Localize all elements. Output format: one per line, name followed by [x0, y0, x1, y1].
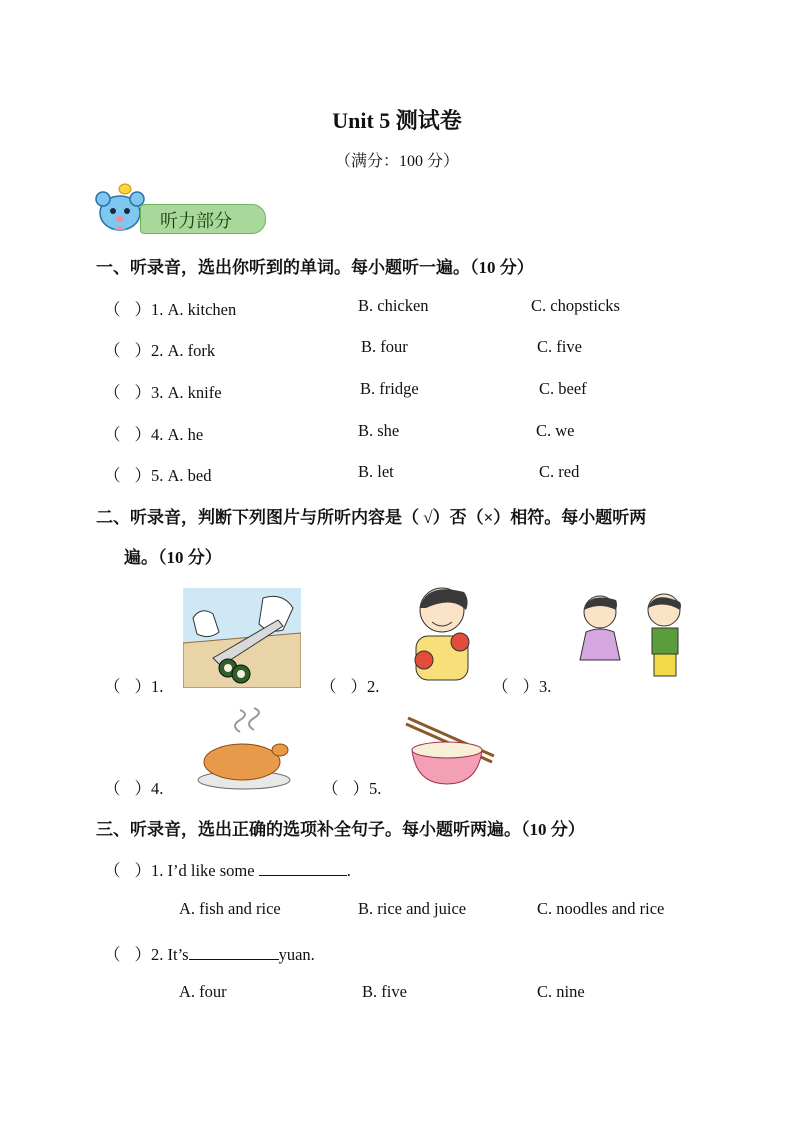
s1-option-a[interactable]: 5. A. bed — [151, 466, 212, 485]
s1-option-b[interactable]: B. let — [358, 462, 394, 481]
s2-label-2: 2. — [367, 677, 380, 696]
s1-question-5[interactable]: （ ）5. A. bed — [104, 466, 212, 485]
s3-q1-option-a[interactable]: A. fish and rice — [179, 899, 281, 918]
boy-with-apples-picture — [402, 580, 482, 690]
section2-heading-line1: 二、听录音，判断下列图片与所听内容是（ √）否（×）相符。每小题听两 — [96, 508, 647, 527]
s1-question-2[interactable]: （ ）2. A. fork — [104, 341, 216, 360]
s1-option-a[interactable]: 2. A. fork — [151, 341, 216, 360]
page-subtitle: （满分：100 分） — [334, 153, 459, 170]
s3-q2-blank[interactable] — [189, 958, 279, 960]
s2-label-1: 1. — [151, 677, 164, 696]
s1-option-b[interactable]: B. chicken — [358, 296, 429, 315]
s3-q1-option-c[interactable]: C. noodles and rice — [537, 899, 665, 918]
s1-question-4[interactable]: （ ）4. A. he — [104, 425, 204, 444]
section1-heading: 一、听录音，选出你听到的单词。每小题听一遍。（10 分） — [96, 258, 534, 277]
s1-option-c[interactable]: C. five — [537, 337, 582, 356]
s3-q2-option-b[interactable]: B. five — [362, 982, 407, 1001]
s1-option-b[interactable]: B. four — [361, 337, 408, 356]
s3-q1-blank[interactable] — [259, 874, 347, 876]
s1-question-3[interactable]: （ ）3. A. knife — [104, 383, 222, 402]
s1-option-b[interactable]: B. she — [358, 421, 400, 440]
knife-cutting-picture — [183, 588, 301, 688]
s2-answer-1[interactable]: （ ）1. — [104, 677, 164, 696]
s3-q2-option-a[interactable]: A. four — [179, 982, 227, 1001]
s1-question-1[interactable]: （ ）1. A. kitchen — [104, 300, 237, 319]
s1-option-c[interactable]: C. beef — [539, 379, 587, 398]
s3-question-2: （ ）2. It’s yuan. — [104, 945, 315, 964]
s1-option-a[interactable]: 4. A. he — [151, 425, 204, 444]
s1-option-c[interactable]: C. we — [536, 421, 575, 440]
roast-chicken-picture — [196, 704, 292, 790]
page-title: Unit 5 测试卷 — [332, 108, 462, 133]
s2-label-5: 5. — [369, 779, 382, 798]
section-badge-label: 听力部分 — [160, 211, 232, 232]
s2-label-4: 4. — [151, 779, 164, 798]
two-children-picture — [572, 588, 690, 688]
s3-q1-option-b[interactable]: B. rice and juice — [358, 899, 467, 918]
s2-answer-2[interactable]: （ ）2. — [320, 677, 380, 696]
s2-label-3: 3. — [539, 677, 552, 696]
s1-option-c[interactable]: C. chopsticks — [531, 296, 620, 315]
s1-option-a[interactable]: 1. A. kitchen — [151, 300, 237, 319]
s2-answer-3[interactable]: （ ）3. — [492, 677, 552, 696]
s2-answer-4[interactable]: （ ）4. — [104, 779, 164, 798]
s2-answer-5[interactable]: （ ）5. — [322, 779, 382, 798]
s1-option-c[interactable]: C. red — [539, 462, 580, 481]
s3-question-1: （ ）1. I’d like some . — [104, 861, 351, 880]
s1-option-a[interactable]: 3. A. knife — [151, 383, 222, 402]
noodle-bowl-picture — [404, 714, 496, 788]
section3-heading: 三、听录音，选出正确的选项补全句子。每小题听两遍。（10 分） — [96, 820, 585, 839]
section2-heading-line2: 遍。（10 分） — [124, 548, 222, 567]
s3-q2-option-c[interactable]: C. nine — [537, 982, 585, 1001]
s1-option-b[interactable]: B. fridge — [360, 379, 419, 398]
